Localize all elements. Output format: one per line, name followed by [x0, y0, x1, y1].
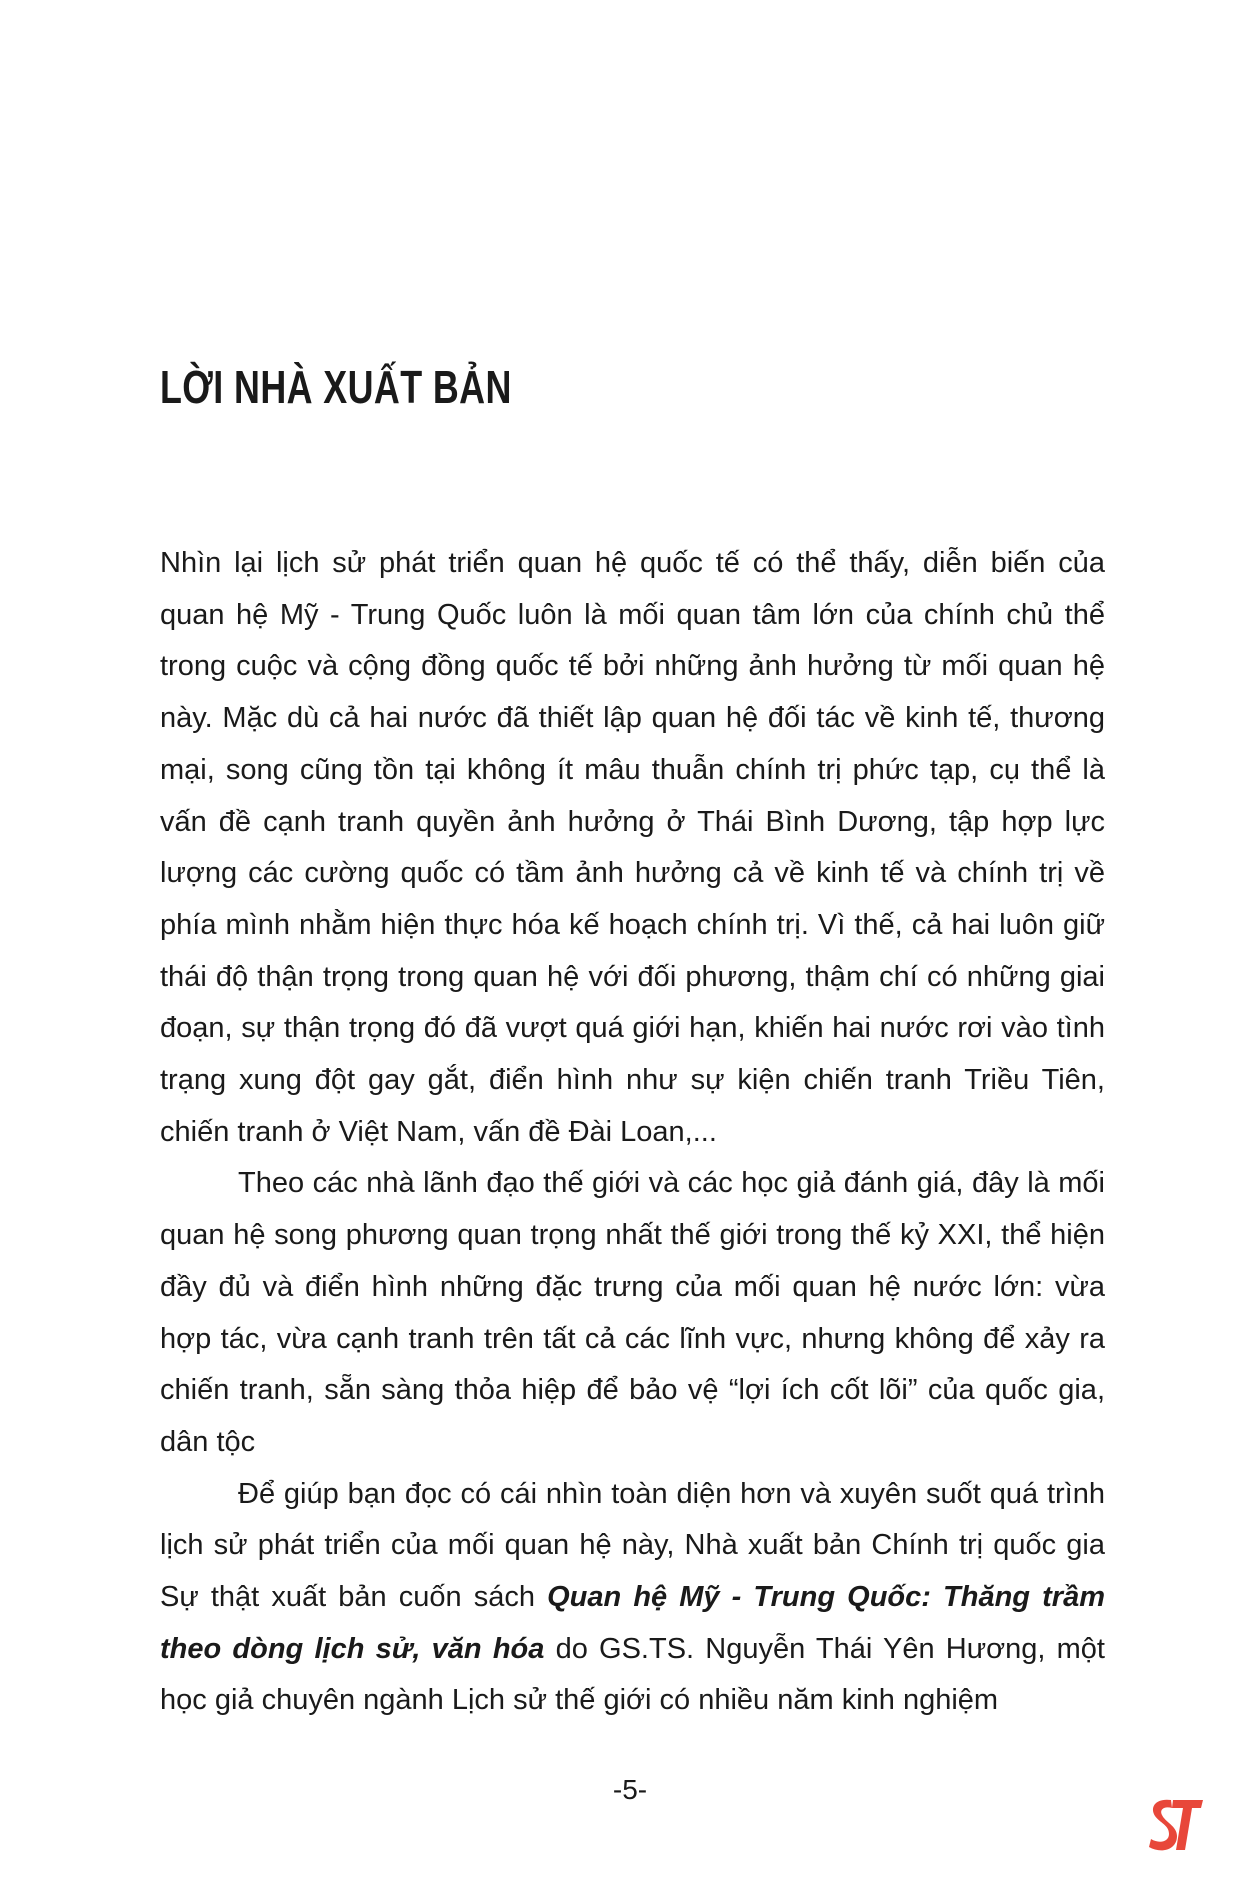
book-title: Quan hệ Mỹ - Trung Quốc: Thăng trầm theo dòng lịch sử, văn hóa	[160, 1581, 1105, 1665]
paragraph-3-text-before: Để giúp bạn đọc có cái nhìn toàn diện hơn và xuyên suốt quá trình lịch sử phát triển của mối quan hệ này, Nhà xuất bản Chính trị quốc gia Sự thật xuất bản cuốn sách	[160, 1477, 1105, 1614]
body-text	[160, 538, 1105, 1727]
paragraph-3	[160, 1469, 1105, 1728]
publisher-st-logo-icon	[1143, 1792, 1207, 1856]
page-title: LỜI NHÀ XUẤT BẢN	[160, 361, 512, 413]
paragraph-1: Nhìn lại lịch sử phát triển quan hệ quốc tế có thể thấy, diễn biến của quan hệ Mỹ - Trung Quốc luôn là mối quan tâm lớn của chính chủ thể trong cuộc và cộng đồng quốc tế bởi những ảnh hưởng từ mối quan hệ này. Mặc dù cả hai nước đã thiết lập quan hệ đối tác về kinh tế, thương mại, song cũng tồn tại không ít mâu thuẫn chính trị phức tạp, cụ thể là vấn đề cạnh tranh quyền ảnh hưởng ở Thái Bình Dương, tập hợp lực lượng các cường quốc có tầm ảnh hưởng cả về kinh tế và chính trị về phía mình nhằm hiện thực hóa kế hoạch chính trị. Vì thế, cả hai luôn giữ thái độ thận trọng trong quan hệ với đối phương, thậm chí có những giai đoạn, sự thận trọng đó đã vượt quá giới hạn, khiến hai nước rơi vào tình trạng xung đột gay gắt, điển hình như sự kiện chiến tranh Triều Tiên, chiến tranh ở Việt Nam, vấn đề Đài Loan,...	[160, 547, 1105, 1148]
page-number: -5-	[612, 1774, 648, 1805]
paragraph-2: Theo các nhà lãnh đạo thế giới và các học giả đánh giá, đây là mối quan hệ song phương quan trọng nhất thế giới trong thế kỷ XXI, thể hiện đầy đủ và điển hình những đặc trưng của mối quan hệ nước lớn: vừa hợp tác, vừa cạnh tranh trên tất cả các lĩnh vực, nhưng không để xảy ra chiến tranh, sẵn sàng thỏa hiệp để bảo vệ “lợi ích cốt lõi” của quốc gia, dân tộc	[160, 1167, 1105, 1458]
paragraph-3-text-after: do GS.TS. Nguyễn Thái Yên Hương, một học giả chuyên ngành Lịch sử thế giới có nhiều năm kinh nghiệm	[160, 1632, 1105, 1717]
